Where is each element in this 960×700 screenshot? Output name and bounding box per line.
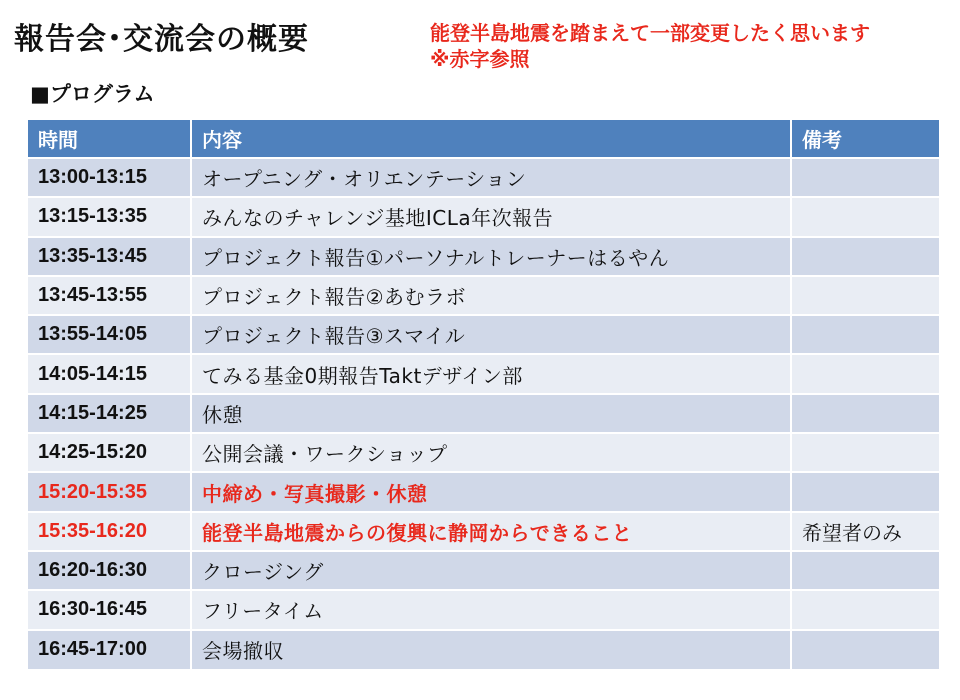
- time-cell: 13:45-13:55: [28, 276, 191, 315]
- column-header-time: 時間: [28, 120, 191, 158]
- column-header-content: 内容: [191, 120, 791, 158]
- note-cell: 希望者のみ: [791, 512, 940, 551]
- table-row: [28, 394, 940, 433]
- content-cell: みんなのチャレンジ基地ICLa年次報告: [191, 197, 791, 236]
- note-cell: [791, 472, 940, 511]
- note-cell: [791, 630, 940, 669]
- time-cell: 14:05-14:15: [28, 354, 191, 393]
- time-cell: 13:15-13:35: [28, 197, 191, 236]
- note-cell: [791, 158, 940, 197]
- table-row: [28, 433, 940, 472]
- note-cell: [791, 197, 940, 236]
- content-cell: 公開会議・ワークショップ: [191, 433, 791, 472]
- change-notice: [430, 20, 870, 72]
- table-row: [28, 237, 940, 276]
- table-header-row: [28, 120, 940, 158]
- table-row: [28, 512, 940, 551]
- time-cell: 14:25-15:20: [28, 433, 191, 472]
- content-cell: フリータイム: [191, 590, 791, 629]
- note-cell: [791, 237, 940, 276]
- content-cell: プロジェクト報告③スマイル: [191, 315, 791, 354]
- program-table-body: [28, 158, 940, 669]
- change-notice-line-2: ※赤字参照: [430, 47, 530, 71]
- content-cell: プロジェクト報告①パーソナルトレーナーはるやん: [191, 237, 791, 276]
- time-cell: 16:20-16:30: [28, 551, 191, 590]
- table-row: [28, 315, 940, 354]
- note-cell: [791, 276, 940, 315]
- table-row: [28, 551, 940, 590]
- table-row: [28, 197, 940, 236]
- table-row: [28, 276, 940, 315]
- time-cell: 16:45-17:00: [28, 630, 191, 669]
- time-cell: 16:30-16:45: [28, 590, 191, 629]
- table-row: [28, 354, 940, 393]
- content-cell: てみる基金0期報告Taktデザイン部: [191, 354, 791, 393]
- column-header-note: 備考: [791, 120, 940, 158]
- table-row: [28, 472, 940, 511]
- table-row: [28, 590, 940, 629]
- note-cell: [791, 590, 940, 629]
- content-cell: 休憩: [191, 394, 791, 433]
- content-cell: 能登半島地震からの復興に静岡からできること: [191, 512, 791, 551]
- content-cell: プロジェクト報告②あむラボ: [191, 276, 791, 315]
- note-cell: [791, 394, 940, 433]
- content-cell: オープニング・オリエンテーション: [191, 158, 791, 197]
- time-cell: 14:15-14:25: [28, 394, 191, 433]
- time-cell: 15:35-16:20: [28, 512, 191, 551]
- time-cell: 13:00-13:15: [28, 158, 191, 197]
- time-cell: 13:35-13:45: [28, 237, 191, 276]
- page-title: 報告会･交流会の概要: [14, 22, 309, 57]
- table-row: [28, 158, 940, 197]
- note-cell: [791, 354, 940, 393]
- note-cell: [791, 433, 940, 472]
- change-notice-line-1: 能登半島地震を踏まえて一部変更したく思います: [430, 21, 870, 45]
- content-cell: 中締め・写真撮影・休憩: [191, 472, 791, 511]
- program-heading: ■プログラム: [30, 82, 155, 106]
- content-cell: クロージング: [191, 551, 791, 590]
- content-cell: 会場撤収: [191, 630, 791, 669]
- table-row: [28, 630, 940, 669]
- note-cell: [791, 315, 940, 354]
- program-table: [28, 120, 941, 669]
- time-cell: 15:20-15:35: [28, 472, 191, 511]
- time-cell: 13:55-14:05: [28, 315, 191, 354]
- note-cell: [791, 551, 940, 590]
